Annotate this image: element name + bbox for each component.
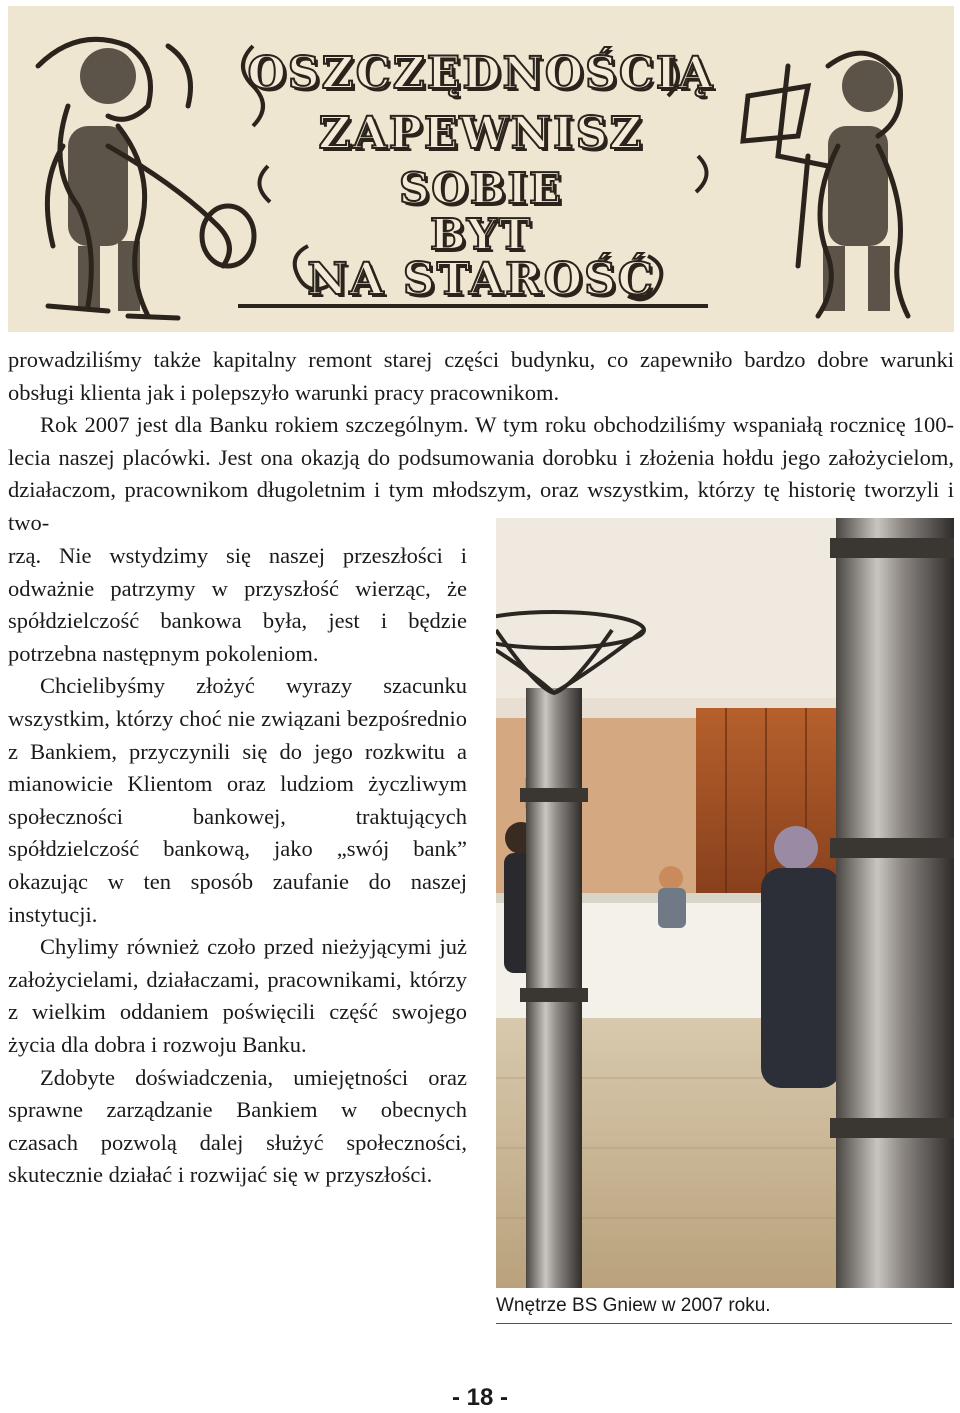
paragraph-2-continued: rzą. Nie wstydzimy się naszej przeszłości i odważnie patrzymy w przyszłość wierząc, że spółdzielczość bankowa była, jest i będzie potrzebna następnym pokoleniom. — [8, 543, 467, 666]
banner-line-3: SOBIE — [398, 164, 564, 213]
photo-illustration — [496, 518, 954, 1288]
paragraph-4: Chylimy również czoło przed nieżyjącymi już założycielami, działaczami, pracownikami, którzy z wielkim oddaniem poświęcili część swojego życia dla dobra i rozwoju Banku. — [8, 934, 467, 1057]
article-wide-text — [8, 344, 954, 540]
bank-interior-photo — [496, 518, 954, 1288]
paragraph-2: Rok 2007 jest dla Banku rokiem szczególnym. W tym roku obchodziliśmy wspaniałą rocznicę 100-lecia naszej placówki. Jest ona okazją do podsumowania dorobku i złożenia hołdu jego założycielom, działaczom, pracownikom długoletnim i tym młodszym, oraz wszystkim, którzy tę historię tworzyli i two- — [8, 412, 954, 535]
banner-line-4: BYT — [430, 210, 532, 259]
banner-line-1: OSZCZĘDNOŚCIĄ — [247, 48, 715, 99]
header-engraving — [8, 6, 954, 332]
banner-line-5: NA STAROŚĆ — [307, 254, 655, 305]
banner-line-2: ZAPEWNISZ — [318, 108, 644, 159]
paragraph-5: Zdobyte doświadczenia, umiejętności oraz sprawne zarządzanie Bankiem w obecnych czasach pozwolą dalej służyć społeczności, skutecznie działać i rozwijać się w przyszłości. — [8, 1064, 467, 1188]
page-number: - 18 - — [451, 1384, 508, 1411]
paragraph-3: Chcielibyśmy złożyć wyrazy szacunku wszystkim, którzy choć nie związani bezpośrednio z Bankiem, przyczynili się do jego rozkwitu a mianowicie Klientom oraz ludziom życzliwym społeczności bankowej, traktujących spółdzielczość bankową, jako „swój bank” okazując w ten sposób zaufanie do naszej instytucji. — [8, 673, 467, 927]
photo-caption: Wnętrze BS Gniew w 2007 roku. — [496, 1295, 952, 1324]
article-narrow-column — [8, 540, 467, 1192]
paragraph-1: prowadziliśmy także kapitalny remont starej części budynku, co zapewniło bardzo dobre warunki obsługi klienta jak i polepszyło warunki pracy pracownikom. — [8, 347, 954, 405]
